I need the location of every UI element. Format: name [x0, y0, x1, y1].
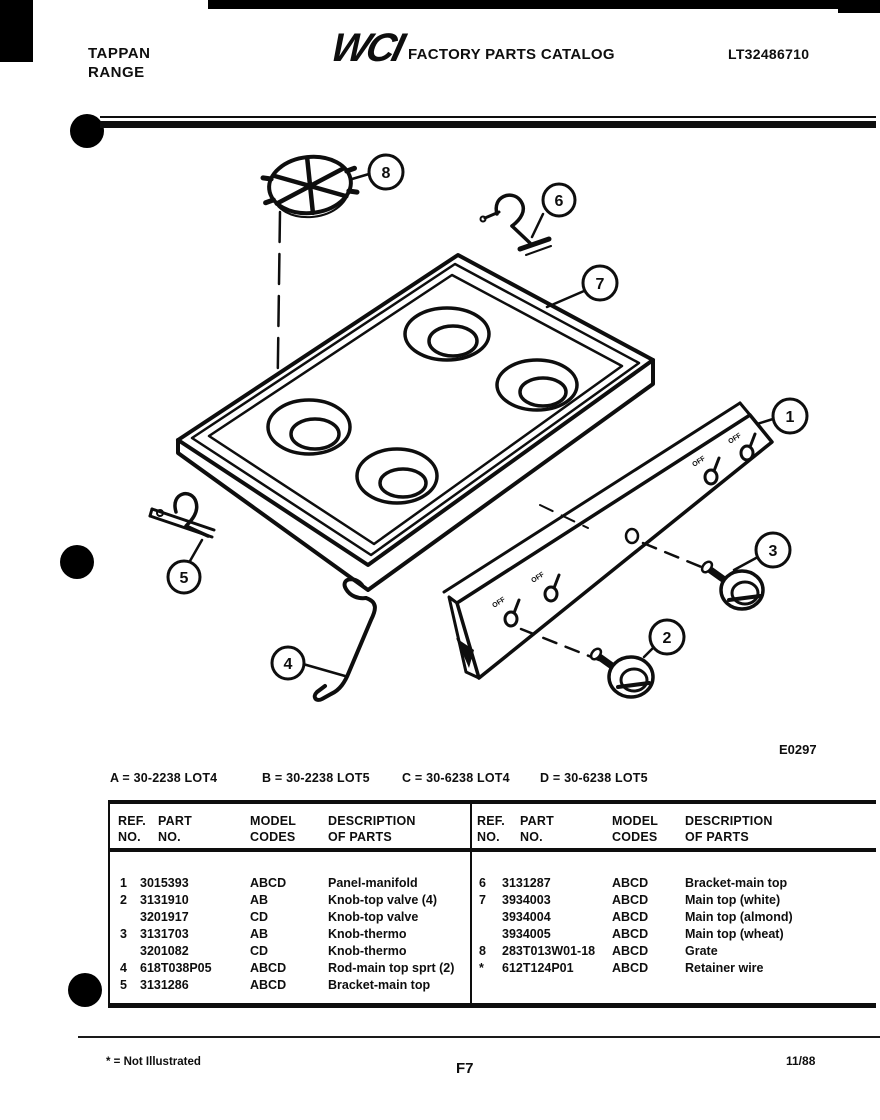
page-number: F7: [456, 1060, 474, 1077]
leader-line: [547, 291, 584, 307]
leader-line: [190, 540, 202, 561]
callout-main-top: [583, 266, 617, 300]
panel-marking: OFF: [530, 571, 546, 585]
col-header-ref: REF. NO.: [477, 814, 505, 844]
col-header-desc: DESCRIPTION OF PARTS: [328, 814, 416, 844]
model-legend-d: D = 30-6238 LOT5: [540, 771, 648, 785]
col-header-model: MODEL CODES: [250, 814, 297, 844]
callout-rod: [272, 647, 304, 679]
svg-text:2: 2: [662, 629, 672, 647]
model-legend-b: B = 30-2238 LOT5: [262, 771, 370, 785]
col-header-desc: DESCRIPTION OF PARTS: [685, 814, 773, 844]
footnote: * = Not Illustrated: [106, 1056, 201, 1068]
product-line: RANGE: [88, 64, 145, 81]
svg-text:4: 4: [283, 655, 293, 673]
svg-text:7: 7: [595, 275, 605, 293]
svg-text:1: 1: [785, 408, 795, 426]
col-header-ref: REF. NO.: [118, 814, 146, 844]
footer-rule: [78, 1036, 880, 1038]
binder-hole-bottom: [68, 973, 102, 1007]
col-header-part: PART NO.: [158, 814, 192, 844]
catalog-title: FACTORY PARTS CATALOG: [408, 46, 615, 63]
panel-marking: OFF: [491, 596, 507, 610]
table-divider: [470, 800, 472, 1008]
callout-clip-bracket: [543, 184, 575, 216]
svg-text:8: 8: [381, 164, 391, 182]
model-legend-c: C = 30-6238 LOT4: [402, 771, 510, 785]
leader-line: [352, 174, 369, 179]
grate-illustration: [261, 152, 359, 221]
leader-line: [734, 558, 756, 570]
panel-marking: OFF: [691, 455, 707, 469]
callout-bracket: [168, 561, 200, 593]
svg-text:6: 6: [554, 192, 564, 210]
model-legend-a: A = 30-2238 LOT4: [110, 771, 218, 785]
col-header-model: MODEL CODES: [612, 814, 659, 844]
callout-panel: [773, 399, 807, 433]
knob-valve-illustration: [589, 647, 653, 697]
date-code: 11/88: [786, 1054, 816, 1068]
parts-table: REF. NO. PART NO. MODEL CODES DESCRIPTION OF PARTS REF. NO. PART NO. MODEL CODES DESCRIPTION OF PARTS 1 3015393 ABCD Panel-manifold 2 3131910 AB Knob-top valve (4) 3201917 CD Knob-top valve 3 3131703 AB Knob-thermo 3201082 CD Knob-thermo 4 618T038P05 ABCD Rod-main top sprt (2) 5 3131286 ABCD Bracket-main top 6 3131287 ABCD Bracket-main top 7 3934003 ABCD Main top (white) 3934004 ABCD Main top (almond) 3934005 ABCD Main top (wheat) 8 283T013W01-18 ABCD Grate * 612T124P01 ABCD Retainer wire: [108, 800, 876, 1010]
leader-line: [303, 664, 345, 676]
svg-text:5: 5: [179, 569, 189, 587]
leader-line: [532, 214, 543, 237]
leader-line: [757, 419, 773, 424]
bracket-illustration: [150, 494, 214, 537]
callout-knob-valve: [650, 620, 684, 654]
clip-bracket-illustration: [481, 195, 552, 255]
callout-knob-thermo: [756, 533, 790, 567]
knob-thermo-illustration: [700, 560, 763, 609]
table-border-top: [108, 800, 876, 804]
diagram-code: E0297: [779, 742, 817, 757]
table-border-header: [108, 848, 876, 852]
panel-marking: OFF: [727, 432, 743, 446]
brand-name: TAPPAN: [88, 45, 151, 62]
table-border-left: [108, 800, 110, 1008]
wci-logo: WCI: [326, 26, 407, 70]
rod-illustration: [315, 579, 375, 700]
table-border-bottom: [108, 1003, 876, 1008]
svg-text:3: 3: [768, 542, 778, 560]
col-header-part: PART NO.: [520, 814, 554, 844]
document-number: LT32486710: [728, 46, 810, 62]
callout-grate: [369, 155, 403, 189]
knob2-dashed-line: [521, 629, 599, 660]
